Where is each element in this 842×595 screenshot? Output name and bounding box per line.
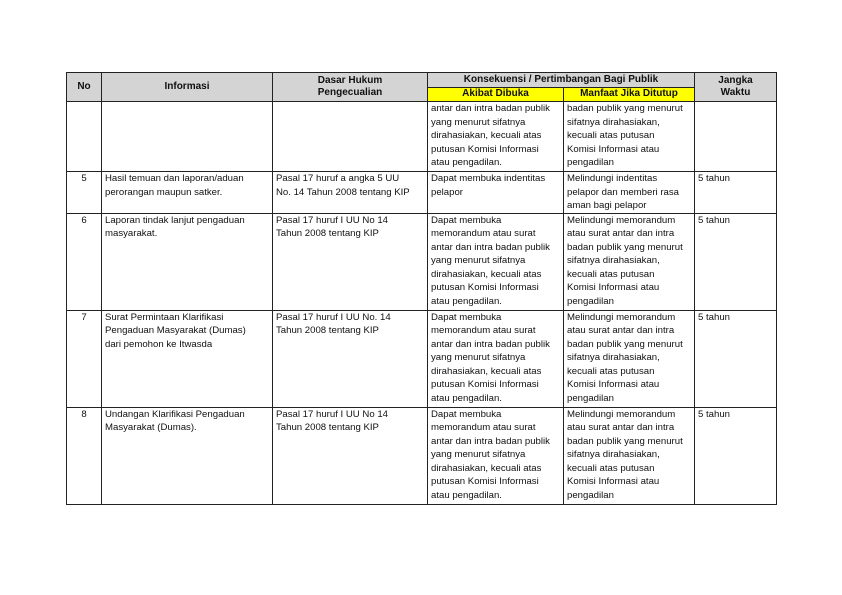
informasi-line: Pengaduan Masyarakat (Dumas) [105,325,246,336]
manfaat-line: pengadilan [567,392,614,404]
dasar-line: Tahun 2008 tentang KIP [276,422,379,433]
akibat-line: memorandum atau surat [431,325,536,336]
exception-table [66,72,777,505]
akibat-line: putusan Komisi Informasi [431,282,539,293]
cell-informasi [102,213,273,310]
akibat-line: memorandum atau surat [431,422,536,433]
akibat-line: yang menurut sifatnya [431,255,526,266]
cell-dasar [273,172,428,214]
manfaat-line: badan publik yang menurut [567,103,683,114]
cell-no [67,102,102,172]
cell-dasar [273,102,428,172]
manfaat-line: kecuali atas putusan [567,365,655,377]
cell-informasi [102,172,273,214]
manfaat-line: pelapor dan memberi rasa [567,186,679,198]
informasi-line: Masyarakat (Dumas). [105,422,197,433]
cell-jangka: 5 tahun [695,213,777,310]
cell-dasar [273,310,428,407]
manfaat-line: badan publik yang menurut [567,338,683,350]
akibat-line: dirahasiakan, kecuali atas [431,268,542,280]
dasar-line: Pasal 17 huruf a angka 5 UU [276,173,400,184]
cell-jangka: 5 tahun [695,407,777,504]
manfaat-line: aman bagi pelapor [567,200,647,211]
cell-informasi [102,407,273,504]
table-row [67,213,777,310]
manfaat-line: kecuali atas putusan [567,130,655,141]
header-konsekuensi: Konsekuensi / Pertimbangan Bagi Publik [428,73,695,88]
akibat-line: yang menurut sifatnya [431,116,526,128]
akibat-line: putusan Komisi Informasi [431,379,539,390]
manfaat-line: pengadilan [567,157,614,168]
header-jangka-waktu [695,73,777,102]
akibat-line: atau pengadilan. [431,489,502,501]
manfaat-line: badan publik yang menurut [567,435,683,447]
manfaat-line: kecuali atas putusan [567,462,655,474]
header-manfaat-ditutup: Manfaat Jika Ditutup [564,88,695,102]
cell-akibat [428,213,564,310]
dasar-line: Pasal 17 huruf I UU No 14 [276,214,388,226]
informasi-line: Surat Permintaan Klarifikasi [105,311,224,323]
cell-no: 8 [67,407,102,504]
cell-no: 7 [67,310,102,407]
cell-manfaat [564,172,695,214]
manfaat-line: sifatnya dirahasiakan, [567,352,660,363]
header-no: No [67,73,102,102]
manfaat-line: Komisi Informasi atau [567,476,660,487]
cell-akibat [428,407,564,504]
manfaat-line: pengadilan [567,489,614,501]
informasi-line: perorangan maupun satker. [105,186,223,198]
header-akibat-dibuka: Akibat Dibuka [428,88,564,102]
dasar-line: Tahun 2008 tentang KIP [276,325,379,336]
cell-jangka: 5 tahun [695,310,777,407]
dasar-line: No. 14 Tahun 2008 tentang KIP [276,186,410,198]
cell-akibat [428,310,564,407]
cell-informasi [102,102,273,172]
akibat-line: atau pengadilan. [431,157,502,168]
akibat-line: Dapat membuka [431,214,502,226]
akibat-line: antar dan intra badan publik [431,338,550,350]
cell-manfaat [564,102,695,172]
akibat-line: Dapat membuka [431,408,502,420]
header-jangka-line: Jangka [718,74,753,86]
informasi-line: Laporan tindak lanjut pengaduan [105,214,245,226]
informasi-line: Hasil temuan dan laporan/aduan [105,173,244,184]
table-row [67,310,777,407]
akibat-line: yang menurut sifatnya [431,449,526,460]
manfaat-line: Melindungi memorandum [567,408,676,420]
manfaat-line: Melindungi memorandum [567,311,676,323]
akibat-line: Dapat membuka [431,311,502,323]
cell-jangka: 5 tahun [695,172,777,214]
cell-dasar [273,407,428,504]
manfaat-line: Komisi Informasi atau [567,379,660,390]
manfaat-line: atau surat antar dan intra [567,228,675,239]
akibat-line: pelapor [431,186,464,198]
manfaat-line: Komisi Informasi atau [567,143,660,155]
table-header [67,73,777,102]
cell-manfaat [564,407,695,504]
akibat-line: antar dan intra badan publik [431,435,550,447]
dasar-line: Tahun 2008 tentang KIP [276,228,379,239]
akibat-line: putusan Komisi Informasi [431,476,539,487]
akibat-line: atau pengadilan. [431,295,502,307]
cell-manfaat [564,310,695,407]
akibat-line: dirahasiakan, kecuali atas [431,365,542,377]
akibat-line: putusan Komisi Informasi [431,143,539,155]
header-dasar-line: Pengecualian [317,87,383,98]
informasi-line: dari pemohon ke Itwasda [105,338,213,350]
table-body [67,102,777,505]
manfaat-line: badan publik yang menurut [567,241,683,253]
manfaat-line: pengadilan [567,295,614,307]
akibat-line: atau pengadilan. [431,392,502,404]
header-informasi: Informasi [102,73,273,102]
table-row [67,102,777,172]
akibat-line: Dapat membuka indentitas [431,173,546,184]
table-row [67,407,777,504]
akibat-line: antar dan intra badan publik [431,241,550,253]
cell-no: 6 [67,213,102,310]
manfaat-line: kecuali atas putusan [567,268,655,280]
header-dasar-hukum [273,73,428,102]
cell-akibat [428,172,564,214]
manfaat-line: Melindungi indentitas [567,173,658,184]
akibat-line: dirahasiakan, kecuali atas [431,130,542,141]
akibat-line: antar dan intra badan publik [431,103,550,114]
table-row [67,172,777,214]
dasar-line: Pasal 17 huruf I UU No. 14 [276,311,391,323]
cell-dasar [273,213,428,310]
manfaat-line: sifatnya dirahasiakan, [567,255,660,266]
akibat-line: memorandum atau surat [431,228,536,239]
manfaat-line: atau surat antar dan intra [567,325,675,336]
manfaat-line: Melindungi memorandum [567,214,676,226]
cell-akibat [428,102,564,172]
header-jangka-line: Waktu [720,87,751,98]
manfaat-line: atau surat antar dan intra [567,422,675,433]
informasi-line: masyarakat. [105,228,158,239]
akibat-line: yang menurut sifatnya [431,352,526,363]
cell-informasi [102,310,273,407]
cell-manfaat [564,213,695,310]
akibat-line: dirahasiakan, kecuali atas [431,462,542,474]
header-dasar-line: Dasar Hukum [317,74,383,86]
manfaat-line: sifatnya dirahasiakan, [567,449,660,460]
cell-jangka [695,102,777,172]
cell-no: 5 [67,172,102,214]
dasar-line: Pasal 17 huruf I UU No 14 [276,408,388,420]
manfaat-line: Komisi Informasi atau [567,282,660,293]
manfaat-line: sifatnya dirahasiakan, [567,116,660,128]
informasi-line: Undangan Klarifikasi Pengaduan [105,408,245,420]
